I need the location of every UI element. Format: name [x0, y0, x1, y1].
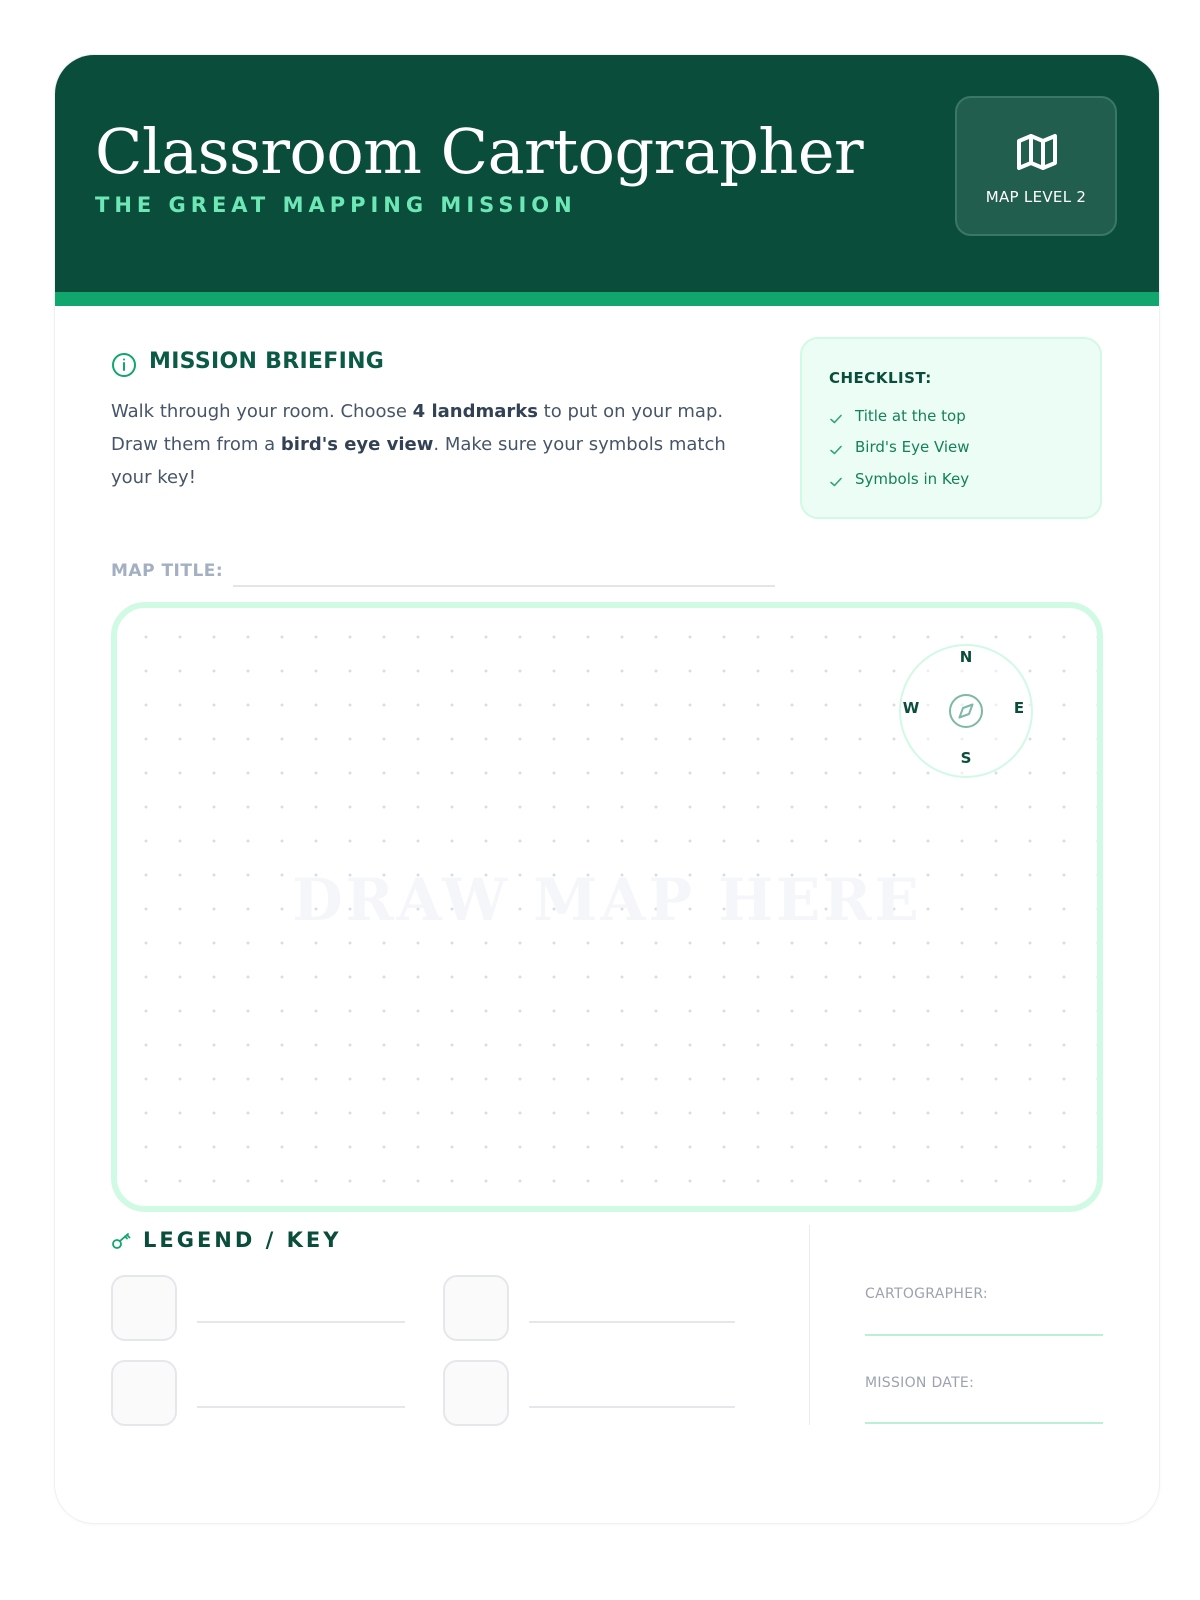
briefing-text-part: . Make sure your symbols match your key!	[111, 434, 726, 488]
map-title-field[interactable]	[233, 585, 775, 587]
section-divider	[809, 1225, 810, 1425]
mission-date-field[interactable]	[865, 1422, 1103, 1424]
cartographer-field[interactable]	[865, 1334, 1103, 1336]
legend-entry-line[interactable]	[197, 1321, 405, 1323]
legend-entry-line[interactable]	[529, 1321, 735, 1323]
compass-rose	[899, 644, 1033, 778]
briefing-bold-landmarks: 4 landmarks	[412, 401, 538, 422]
checklist-heading: CHECKLIST:	[829, 369, 932, 387]
briefing-heading: MISSION BRIEFING	[149, 349, 385, 374]
legend-symbol-box[interactable]	[111, 1275, 177, 1341]
map-placeholder: DRAW MAP HERE	[292, 866, 922, 934]
briefing-text-part: Walk through your room. Choose	[111, 401, 413, 422]
checklist-item-label: Bird's Eye View	[855, 438, 970, 456]
worksheet-card	[54, 54, 1160, 1524]
legend-entry-line[interactable]	[197, 1406, 405, 1408]
briefing-text	[111, 395, 761, 494]
legend-heading: LEGEND / KEY	[143, 1228, 342, 1252]
compass-north: N	[959, 648, 973, 666]
header	[55, 55, 1159, 306]
map-level-label: MAP LEVEL 2	[985, 188, 1087, 206]
compass-west: W	[902, 699, 920, 717]
key-icon	[111, 1232, 133, 1250]
checklist-item-label: Symbols in Key	[855, 470, 970, 488]
map-icon	[1013, 128, 1061, 176]
compass-east: E	[1013, 699, 1025, 717]
check-icon	[829, 413, 843, 425]
briefing-text-part: to put on your map. Draw them from a	[111, 401, 724, 455]
legend-entry-line[interactable]	[529, 1406, 735, 1408]
checklist-panel	[800, 337, 1102, 519]
info-icon	[111, 352, 137, 378]
cartographer-label: CARTOGRAPHER:	[865, 1286, 988, 1302]
map-title-label: MAP TITLE:	[111, 561, 224, 581]
legend-symbol-box[interactable]	[111, 1360, 177, 1426]
check-icon	[829, 444, 843, 456]
mission-date-label: MISSION DATE:	[865, 1375, 975, 1391]
map-drawing-area[interactable]	[111, 602, 1103, 1212]
compass-icon	[948, 693, 984, 729]
page-subtitle: THE GREAT MAPPING MISSION	[95, 193, 577, 217]
checklist-item-label: Title at the top	[855, 407, 966, 425]
page-title: Classroom Cartographer	[95, 115, 864, 188]
check-icon	[829, 476, 843, 488]
compass-south: S	[960, 749, 972, 767]
legend-symbol-box[interactable]	[443, 1360, 509, 1426]
map-level-badge	[955, 96, 1117, 236]
briefing-bold-birds-eye: bird's eye view	[280, 434, 434, 455]
legend-symbol-box[interactable]	[443, 1275, 509, 1341]
